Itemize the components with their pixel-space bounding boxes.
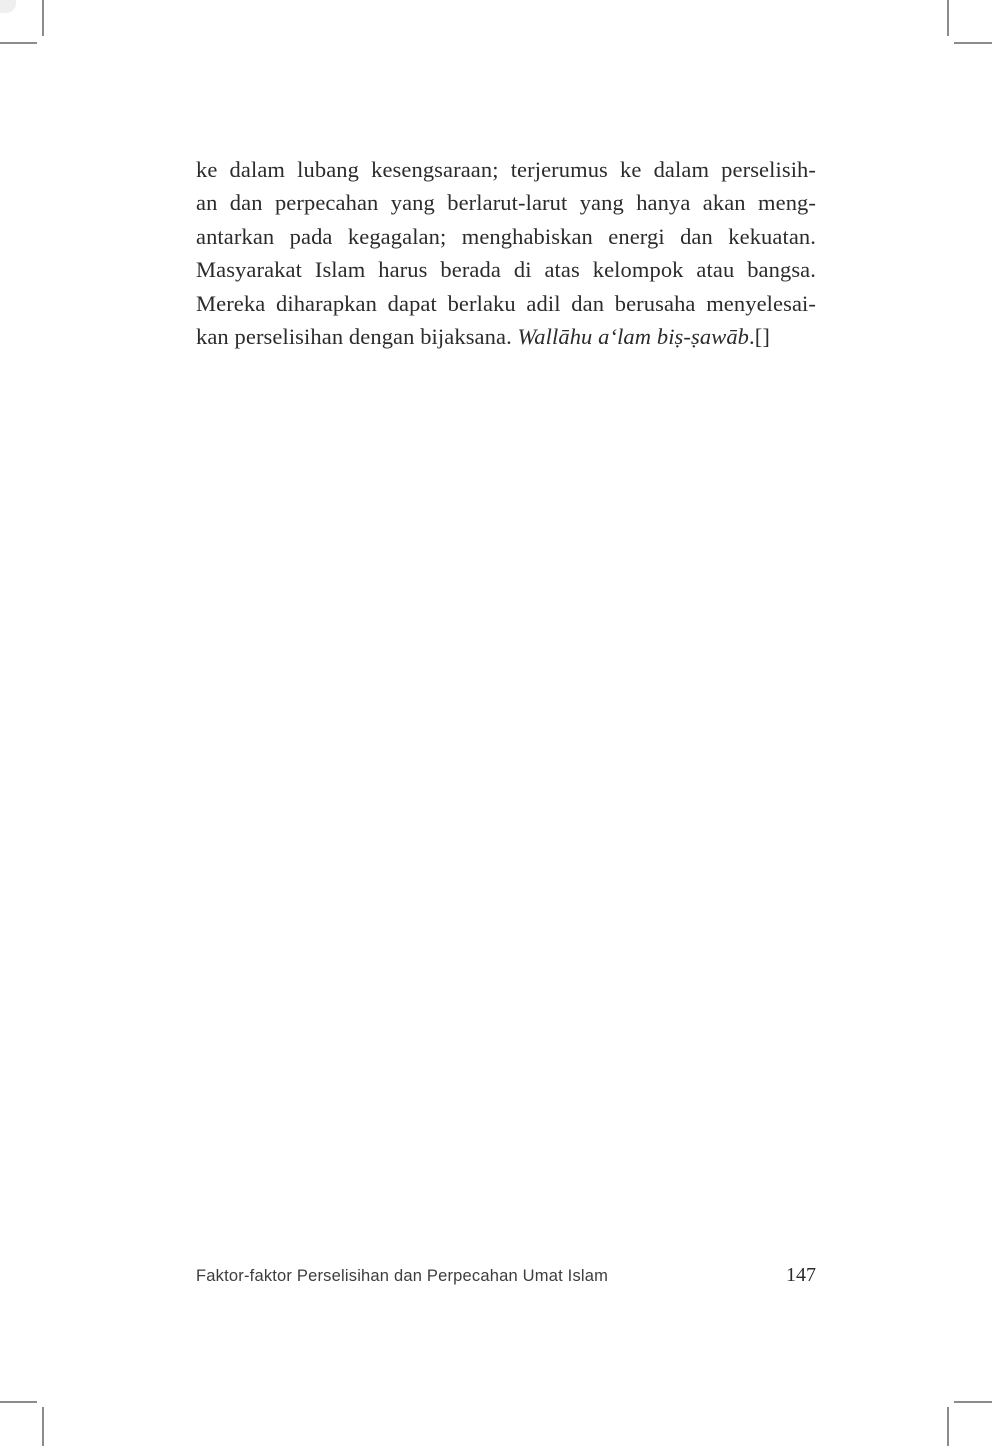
crop-mark-top-right-vertical [947, 0, 949, 36]
body-line: ke dalam lubang kesengsaraan; terjerumus ke dalam perselisih- [196, 157, 816, 182]
crop-mark-top-right-horizontal [954, 42, 992, 44]
running-footer-title: Faktor-faktor Perselisihan dan Perpecahan Umat Islam [196, 1267, 609, 1285]
crop-mark-bottom-left-horizontal [0, 1401, 37, 1403]
page-number: 147 [786, 1264, 816, 1286]
body-line-last [196, 320, 816, 353]
scan-artifact [0, 0, 16, 13]
running-footer [196, 1264, 816, 1287]
crop-mark-bottom-right-horizontal [954, 1401, 992, 1403]
arabic-transliteration: Wallāhu aʻlam biṣ-ṣawāb [517, 324, 750, 350]
crop-mark-bottom-left-vertical [42, 1407, 44, 1446]
body-paragraph [196, 153, 816, 353]
body-line: antarkan pada kegagalan; menghabiskan energi dan kekuatan. [196, 223, 816, 249]
body-line: an dan perpecahan yang berlarut-larut yang hanya akan meng- [196, 190, 816, 216]
body-last-line-text: kan perselisihan dengan bijaksana. [196, 324, 518, 350]
crop-mark-bottom-right-vertical [947, 1407, 949, 1446]
crop-mark-top-left-horizontal [0, 42, 37, 44]
body-line: Masyarakat Islam harus berada di atas kelompok atau bangsa. [196, 257, 816, 283]
body-line: Mereka diharapkan dapat berlaku adil dan berusaha menyelesai- [196, 290, 816, 316]
crop-mark-top-left-vertical [42, 0, 44, 36]
end-of-section-mark: .[] [749, 324, 770, 350]
